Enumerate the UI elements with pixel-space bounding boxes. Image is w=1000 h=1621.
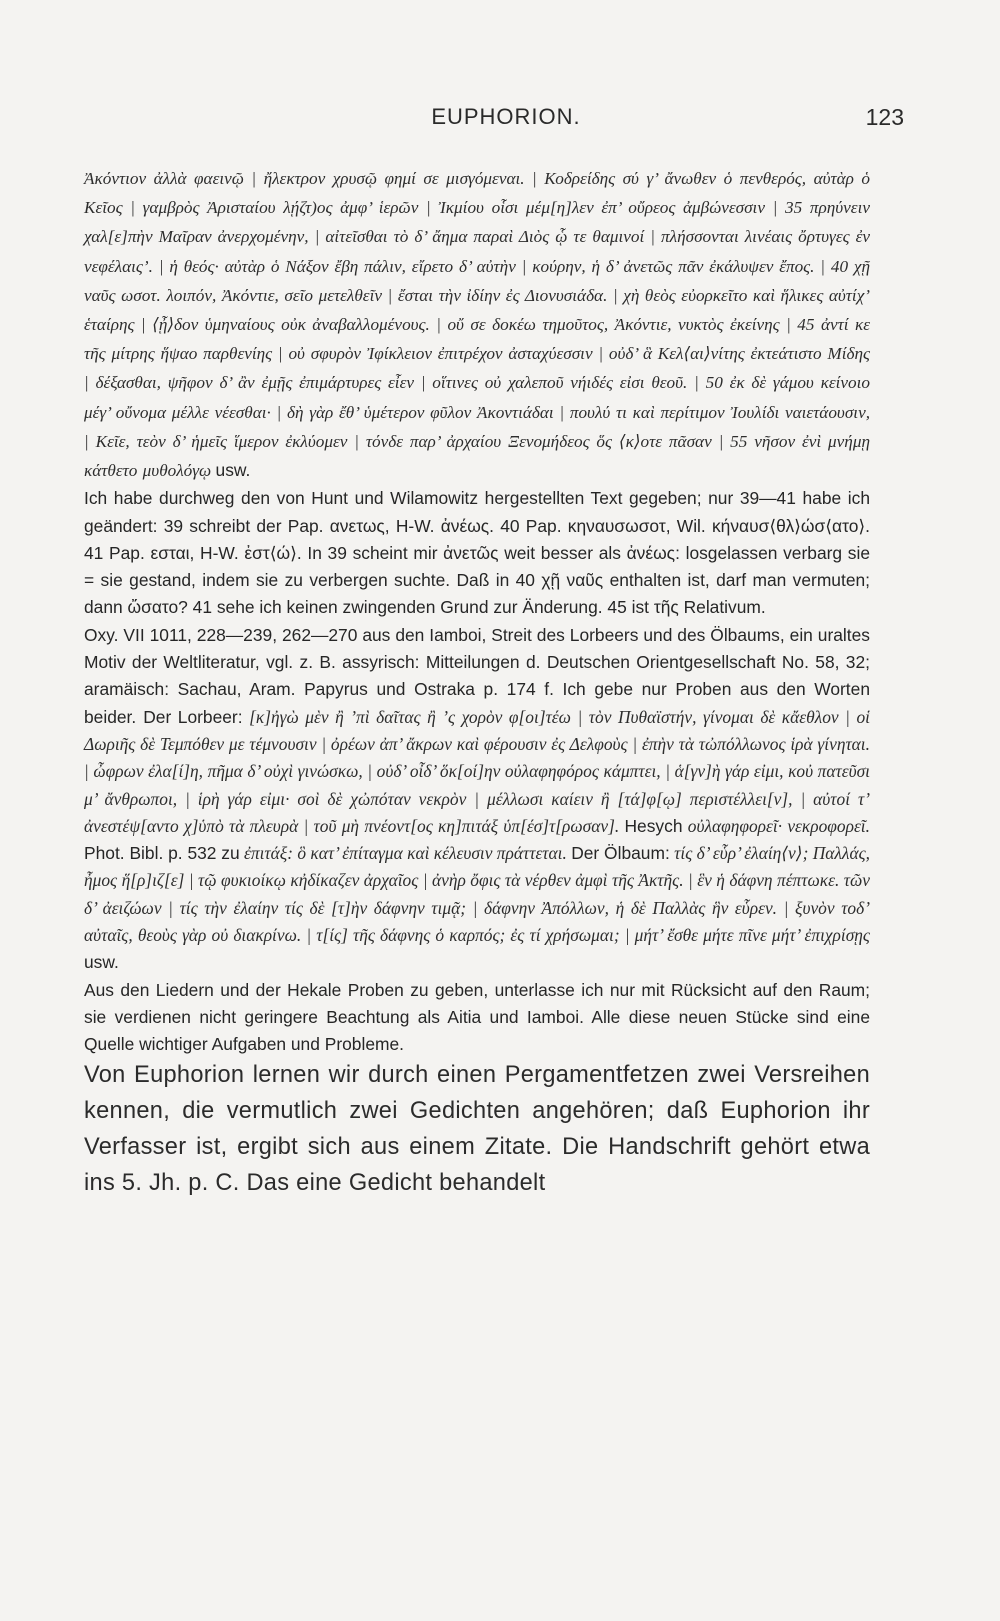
main-text — [84, 1058, 870, 1201]
page-number: 123 — [865, 104, 904, 130]
phot-greek: ἐπιτάξ: ὃ κατ’ ἐπίταγμα καὶ κέλευσιν πράττεται. — [244, 843, 567, 864]
commentary-1 — [84, 485, 870, 621]
running-head — [86, 104, 926, 144]
greek-verse-usw: usw. — [215, 460, 251, 481]
phot-label: Phot. Bibl. p. 532 zu — [84, 843, 240, 864]
olive-usw: usw. — [84, 952, 119, 973]
laurel-olive-section — [84, 622, 870, 977]
olive-label: Der Ölbaum: — [571, 843, 670, 864]
hesych-greek: οὐλαφηφορεῖ· νεκροφορεῖ. — [687, 815, 870, 836]
main-paragraph: Von Euphorion lernen wir durch einen Pergamentfetzen zwei Versreihen kennen, die vermutlich zwei Gedichten angehören; daß Euphorion ihr Verfasser ist, ergibt sich aus einem Zitate. Die Handschrift gehört etwa ins 5. Jh. p. C. Das eine Gedicht behandelt — [84, 1062, 870, 1196]
greek-fragment-1 — [84, 164, 870, 485]
commentary-paragraph-3: Aus den Liedern und der Hekale Proben zu geben, unterlasse ich nur mit Rücksicht auf den Raum; sie verdienen nicht geringere Beachtung als Aitia und Iamboi. Alle diese neuen Stücke sind eine Quelle wichtiger Aufgaben und Probleme. — [84, 979, 870, 1055]
greek-verse-text: Ἀκόντιον ἀλλὰ φαεινῷ | ἤλεκτρον χρυσῷ φημί σε μισγόμεναι. | Κοδρείδης σύ γ’ ἄνωθεν ὁ πενθερός, αὐτὰρ ὁ Κεῖος | γαμβρὸς Ἀρισταίου λῄζτ)ος ἀμφ’ ἱερῶν | Ἰκμίου οἷσι μέμ[η]λεν ἐπ’ οὔρεος ἀμβώνεσσιν | 35 πρηύνειν χαλ[ε]πὴν Μαῖραν ἀνερχομένην, | αἰτεῖσθαι τὸ δ’ ἄημα παραὶ Διὸς ᾧ τε θαμινοί | πλήσσονται λινέαις ὄρτυγες ἐν νεφέλαις’. | ἡ θεός· αὐτὰρ ὁ Νάξον ἔβη πάλιν, εἴρετο δ’ αὐτὴν | κούρην, ἡ δ’ ἀνετῶς πᾶν ἐκάλυψεν ἔπος. | 40 χῇ ναῦς ωσοτ. λοιπόν, Ἀκόντιε, σεῖο μετελθεῖν | ἔσται τὴν ἰδίην ἐς Διονυσιάδα. | χὴ θεὸς εὐορκεῖτο καὶ ἥλικες αὐτίχ’ ἑταίρης | ⟨ᾖ⟩δον ὑμηναίους οὐκ ἀναβαλλομένους. | οὔ σε δοκέω τημοῦτος, Ἀκόντιε, νυκτὸς ἐκείνης | 45 ἀντί κε τῆς μίτρης ἥψαο παρθενίης | οὐ σφυρὸν Ἰφίκλειον ἐπιτρέχον ἀσταχύεσσιν | οὐδ’ ἃ Κελ⟨αι⟩νίτης ἐκτεάτιστο Μίδης | δέξασθαι, ψῆφον δ’ ἂν ἐμῇς ἐπιμάρτυρες εἶεν | οἵτινες οὐ χαλεποῦ νήιδές εἰσι θεοῦ. | 50 ἐκ δὲ γάμου κείνοιο μέγ’ οὔνομα μέλλε νέεσθαι· | δὴ γὰρ ἔθ’ ὑμέτερον φῦλον Ἀκοντιάδαι | πουλύ τι καὶ περίτιμον Ἰουλίδι ναιετάουσιν, | Κεῖε, τεὸν δ’ ἡμεῖς ἵμερον ἐκλύομεν | τόνδε παρ’ ἀρχαίου Ξενομήδεος ὅς ⟨κ⟩οτε πᾶσαν | 55 νῆσον ἐνὶ μνήμῃ κάτθετο μυθολόγῳ — [84, 169, 870, 481]
running-title: EUPHORION. — [431, 104, 581, 129]
olive-greek: τίς δ’ εὗρ’ ἐλαίη⟨ν⟩; Παλλάς, ἦμος ἥ[ρ]ιζ[ε] | τῷ φυκιοίκῳ κἠδίκαζεν ἀρχαῖος | ἀνὴρ ὄφις τὰ νέρθεν ἀμφὶ τῆς Ἀκτῆς. | ἓν ἡ δάφνη πέπτωκε. τῶν δ’ ἀειζώων | τίς τὴν ἐλαίην τίς δὲ [τ]ὴν δάφνην τιμᾷ; | δάφνην Ἀπόλλων, ἡ δὲ Παλλὰς ἣν εὗρεν. | ξυνὸν τοδ’ αὐταῖς, θεοὺς γὰρ οὐ διακρίνω. | τ[ίς] τῆς δάφνης ὁ καρπός; ἐς τί χρήσωμαι; | μήτ’ ἔσθε μήτε πῖνε μήτ’ ἐπιχρίσῃς — [84, 843, 870, 945]
laurel-label: Lorbeer: — [177, 706, 243, 727]
body-text — [84, 164, 870, 1202]
commentary-paragraph-1: Ich habe durchweg den von Hunt und Wilamowitz hergestellten Text gegeben; nur 39—41 habe ich geändert: 39 schreibt der Pap. ανετως, H-W. ἀνέως. 40 Pap. κηναυσωσοτ, Wil. κήναυσ⟨θλ⟩ώσ⟨ατο⟩. 41 Pap. εσται, H-W. ἐστ⟨ώ⟩. In 39 scheint mir ἀνετῶς weit besser als ἀνέως: losgelassen verbarg sie = sie gestand, indem sie zu verbergen suchte. Daß in 40 χῇ ναῦς enthalten ist, darf man vermuten; dann ὤσατο? 41 sehe ich keinen zwingenden Grund zur Änderung. 45 ist τῆς Relativum. — [84, 488, 870, 618]
laurel-greek: [κ]ἠγὼ μὲν ἢ ’πὶ δαῖτας ἢ ’ς χορὸν φ[οι]τέω | τὸν Πυθαϊστήν, γίνομαι δὲ κἄεθλον | οἱ Δωριῆς δὲ Τεμπόθεν με τέμνουσιν | ὀρέων ἀπ’ ἄκρων καὶ φέρουσιν ἐς Δελφοὺς | ἐπὴν τὰ τὠπόλλωνος ἱρὰ γίνηται. | ὦφρων ἐλα[ί]η, πῆμα δ’ οὐχὶ γινώσκω, | οὐδ’ οἶδ’ ὅκ[οί]ην οὐλαφηφόρος κάμπτει, | ἁ[γν]ὴ γάρ εἰμι, κοὐ πατεῦσι μ’ ἄνθρωποι, | ἱρὴ γάρ εἰμι· σοὶ δὲ χὠπόταν νεκρὸν | μέλλωσι καίειν ἢ [τά]φ[ῳ] περιστέλλει[ν], | αὐτοί τ’ ἀνεστέψ[αντο χ]ὑπὸ τὰ πλευρὰ | τοῦ μὴ πνέοντ[ος κη]πιτάξ ὑπ[έσ]τ[ρωσαν]. — [84, 706, 870, 836]
hesych-label: Hesych — [624, 815, 683, 836]
commentary-3 — [84, 977, 870, 1059]
commentary-paragraph-2: Oxy. VII 1011, 228—239, 262—270 aus den Iamboi, Streit des Lorbeers und des Ölbaums, ein uraltes Motiv der Weltliteratur, vgl. z. B. assyrisch: Mitteilungen d. Deutschen Orientgesellschaft No. 58, 32; aramäisch: Sachau, Aram. Papyrus und Ostraka p. 174 f. Ich gebe nur Proben aus den Worten beider. Der — [84, 624, 870, 727]
